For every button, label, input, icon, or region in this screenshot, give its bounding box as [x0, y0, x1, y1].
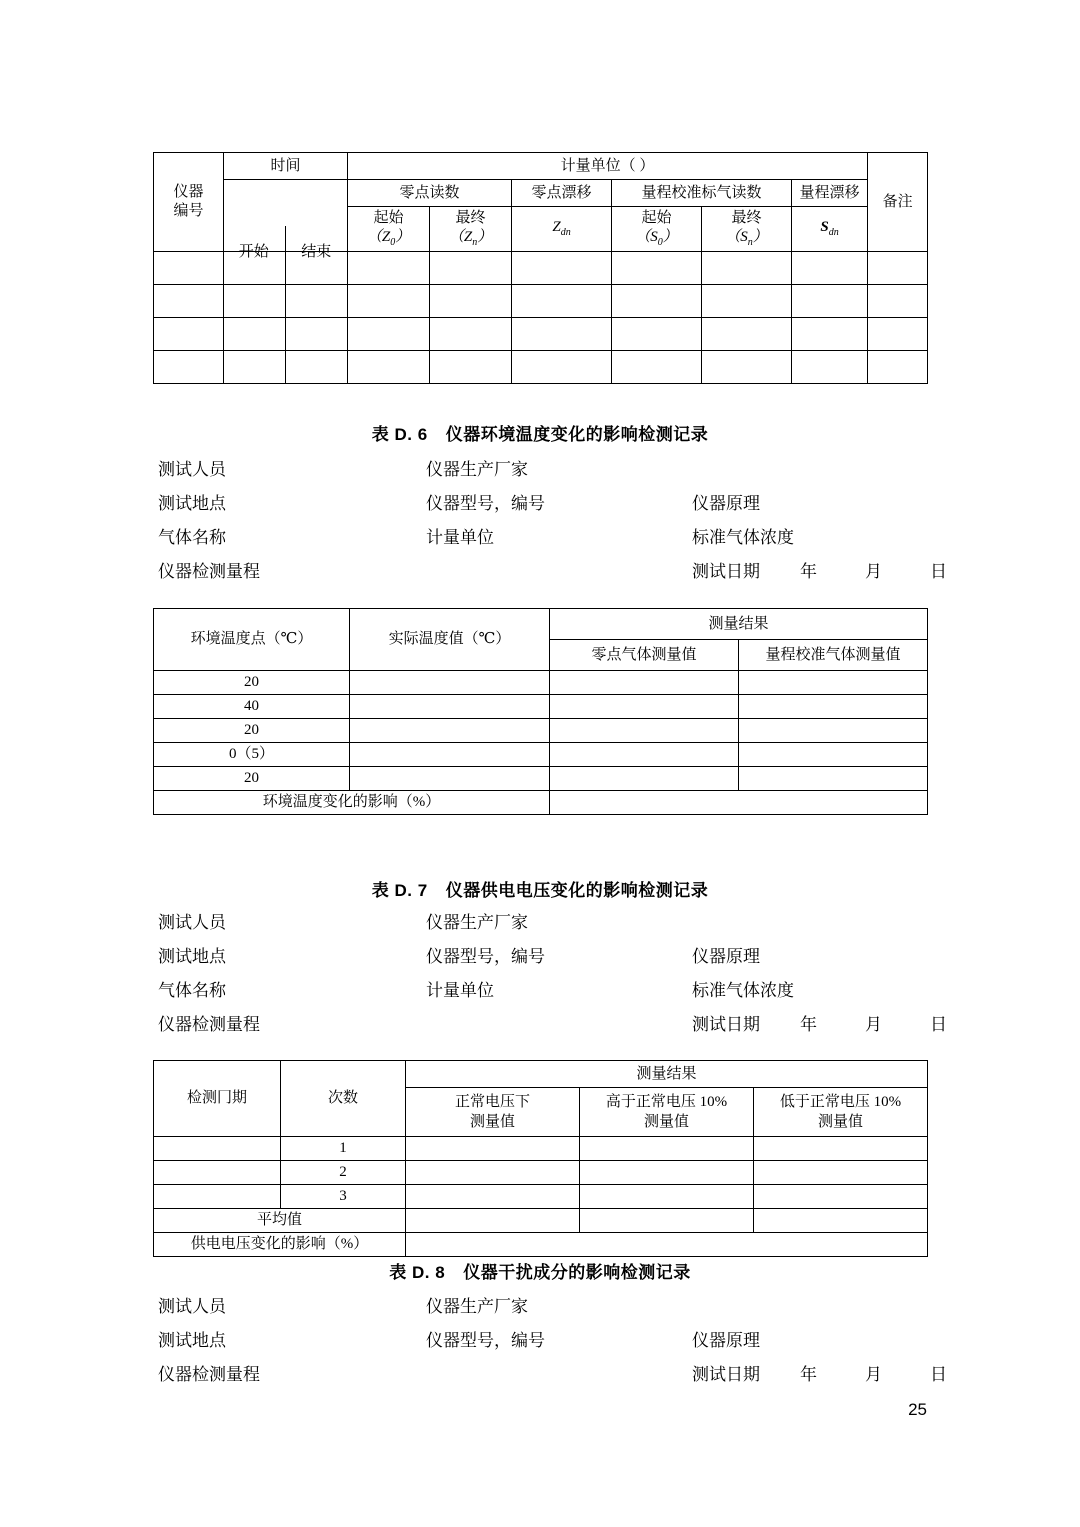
th-time-spacer	[224, 180, 348, 252]
meta-row	[158, 453, 958, 487]
meta-label: 仪器生产厂家	[426, 913, 528, 932]
cell-v3	[754, 1161, 928, 1185]
meta-label: 计量单位	[426, 981, 494, 1000]
meta-label: 标准气体浓度	[692, 981, 794, 1000]
cell-zero	[550, 695, 739, 719]
meta-row	[158, 1358, 958, 1392]
caption-d7-no: 表 D. 7	[371, 881, 428, 900]
meta-d8	[158, 1290, 958, 1392]
table-row	[154, 318, 928, 351]
meta-label-date: 测试日期 年 月 日	[692, 1365, 947, 1384]
meta-label: 气体名称	[158, 528, 226, 547]
table-row	[154, 252, 928, 285]
meta-label: 气体名称	[158, 981, 226, 1000]
cell-zero	[550, 671, 739, 695]
cell-footer-label: 供电电压变化的影响（%）	[154, 1233, 406, 1257]
caption-d6-title: 仪器环境温度变化的影响检测记录	[445, 425, 709, 444]
cell-actual	[350, 671, 550, 695]
cell-actual	[350, 743, 550, 767]
th-time-end: 结束	[285, 226, 348, 274]
meta-row	[158, 1008, 958, 1042]
cell-times: 3	[281, 1185, 406, 1209]
caption-d8-title: 仪器干扰成分的影响检测记录	[463, 1263, 691, 1282]
table-d7	[153, 1060, 928, 1257]
meta-d6	[158, 453, 958, 589]
th-measure-result: 测量结果	[550, 609, 928, 640]
th-zdn: $Z_{dn}$	[512, 207, 612, 252]
meta-row	[158, 974, 958, 1008]
th-temp-point: 环境温度点（℃）	[154, 609, 350, 671]
caption-d7-title: 仪器供电电压变化的影响检测记录	[445, 881, 709, 900]
meta-label: 测试人员	[158, 913, 226, 932]
table-footer-row	[154, 791, 928, 815]
meta-label: 仪器原理	[692, 494, 760, 513]
cell-span	[739, 767, 928, 791]
caption-d8	[0, 1258, 1080, 1283]
table-row	[154, 767, 928, 791]
meta-row	[158, 555, 958, 589]
th-zero-final: 最终 $(Z_n)$	[430, 207, 512, 252]
meta-label: 标准气体浓度	[692, 528, 794, 547]
meta-label: 仪器原理	[692, 947, 760, 966]
cell-v1	[406, 1161, 580, 1185]
th-zero-init: 起始 $(Z_0)$	[348, 207, 430, 252]
cell-v1	[406, 1185, 580, 1209]
caption-d7	[0, 876, 1080, 901]
th-span-std-reading: 量程校准标气读数	[612, 180, 792, 207]
cell-span	[739, 695, 928, 719]
meta-label: 仪器检测量程	[158, 1015, 260, 1034]
meta-label: 仪器型号，编号	[426, 947, 545, 966]
meta-label: 仪器检测量程	[158, 1365, 260, 1384]
meta-d7	[158, 906, 958, 1042]
meta-label: 测试地点	[158, 494, 226, 513]
cell-temp: 20	[154, 719, 350, 743]
table-row-average	[154, 1209, 928, 1233]
th-span-init: 起始 $(S_0)$	[612, 207, 702, 252]
meta-label: 测试地点	[158, 947, 226, 966]
table-row	[154, 743, 928, 767]
table-row	[154, 1137, 928, 1161]
th-actual-temp: 实际温度值（℃）	[350, 609, 550, 671]
cell-v3	[754, 1185, 928, 1209]
cell-v2	[580, 1137, 754, 1161]
cell-times: 1	[281, 1137, 406, 1161]
meta-label: 仪器生产厂家	[426, 460, 528, 479]
cell-temp: 20	[154, 671, 350, 695]
cell-temp: 40	[154, 695, 350, 719]
th-times: 次数	[281, 1061, 406, 1137]
th-detect-date: 检测冂期	[154, 1061, 281, 1137]
meta-label-date: 测试日期 年 月 日	[692, 1015, 947, 1034]
cell-zero	[550, 767, 739, 791]
page-number: 25	[908, 1400, 927, 1419]
table-footer-row	[154, 1233, 928, 1257]
table-row	[154, 719, 928, 743]
cell-zero	[550, 719, 739, 743]
cell-avg-v2	[580, 1209, 754, 1233]
meta-label: 测试地点	[158, 1331, 226, 1350]
table-row	[154, 1161, 928, 1185]
table-row	[154, 285, 928, 318]
cell-span	[739, 671, 928, 695]
meta-row	[158, 487, 958, 521]
cell-v2	[580, 1185, 754, 1209]
meta-label: 测试人员	[158, 460, 226, 479]
table-d7-container	[153, 1060, 927, 1257]
cell-v2	[580, 1161, 754, 1185]
cell-footer-value	[406, 1233, 928, 1257]
cell-temp: 20	[154, 767, 350, 791]
th-high-voltage: 高于正常电压 10% 测量值	[580, 1088, 754, 1137]
th-instrument-no: 仪器 编号	[154, 153, 224, 252]
th-span-drift: 量程漂移	[792, 180, 868, 207]
cell-v1	[406, 1137, 580, 1161]
table-row	[154, 671, 928, 695]
cell-span	[739, 743, 928, 767]
th-remark: 备注	[868, 153, 928, 252]
cell-times: 2	[281, 1161, 406, 1185]
cell-avg-v3	[754, 1209, 928, 1233]
cell-footer-value	[550, 791, 928, 815]
th-sdn: $S_{dn}$	[792, 207, 868, 252]
th-span-gas-value: 量程校准气体测量值	[739, 640, 928, 671]
table-d5-container	[153, 152, 927, 384]
th-normal-voltage: 正常电压下 测量值	[406, 1088, 580, 1137]
cell-actual	[350, 695, 550, 719]
cell-average-label: 平均值	[154, 1209, 406, 1233]
table-d5	[153, 152, 928, 384]
cell-v3	[754, 1137, 928, 1161]
table-d6-container	[153, 608, 927, 815]
th-zero-drift: 零点漂移	[512, 180, 612, 207]
meta-label: 测试人员	[158, 1297, 226, 1316]
meta-label: 仪器原理	[692, 1331, 760, 1350]
th-unit: 计量单位（ ）	[348, 153, 868, 180]
th-zero-gas-value: 零点气体测量值	[550, 640, 739, 671]
table-d6	[153, 608, 928, 815]
meta-row	[158, 1324, 958, 1358]
cell-actual	[350, 719, 550, 743]
meta-row	[158, 940, 958, 974]
cell-date	[154, 1185, 281, 1209]
cell-zero	[550, 743, 739, 767]
th-span-final: 最终 $(S_n)$	[702, 207, 792, 252]
cell-temp: 0（5）	[154, 743, 350, 767]
meta-row	[158, 906, 958, 940]
cell-footer-label: 环境温度变化的影响（%）	[154, 791, 550, 815]
table-row	[154, 1185, 928, 1209]
cell-avg-v1	[406, 1209, 580, 1233]
meta-label: 计量单位	[426, 528, 494, 547]
th-time-start: 开始	[238, 243, 269, 260]
table-row	[154, 351, 928, 384]
meta-label: 仪器型号，编号	[426, 494, 545, 513]
caption-d6-no: 表 D. 6	[371, 425, 428, 444]
cell-span	[739, 719, 928, 743]
meta-label: 仪器检测量程	[158, 562, 260, 581]
th-measure-result: 测量结果	[406, 1061, 928, 1088]
cell-date	[154, 1137, 281, 1161]
table-row	[154, 695, 928, 719]
meta-label-date: 测试日期 年 月 日	[692, 562, 947, 581]
meta-label: 仪器生产厂家	[426, 1297, 528, 1316]
caption-d6	[0, 420, 1080, 445]
th-zero-reading: 零点读数	[348, 180, 512, 207]
th-time: 时间	[224, 153, 348, 180]
caption-d8-no: 表 D. 8	[389, 1263, 446, 1282]
meta-row	[158, 521, 958, 555]
meta-row	[158, 1290, 958, 1324]
cell-date	[154, 1161, 281, 1185]
meta-label: 仪器型号，编号	[426, 1331, 545, 1350]
th-low-voltage: 低于正常电压 10% 测量值	[754, 1088, 928, 1137]
cell-actual	[350, 767, 550, 791]
